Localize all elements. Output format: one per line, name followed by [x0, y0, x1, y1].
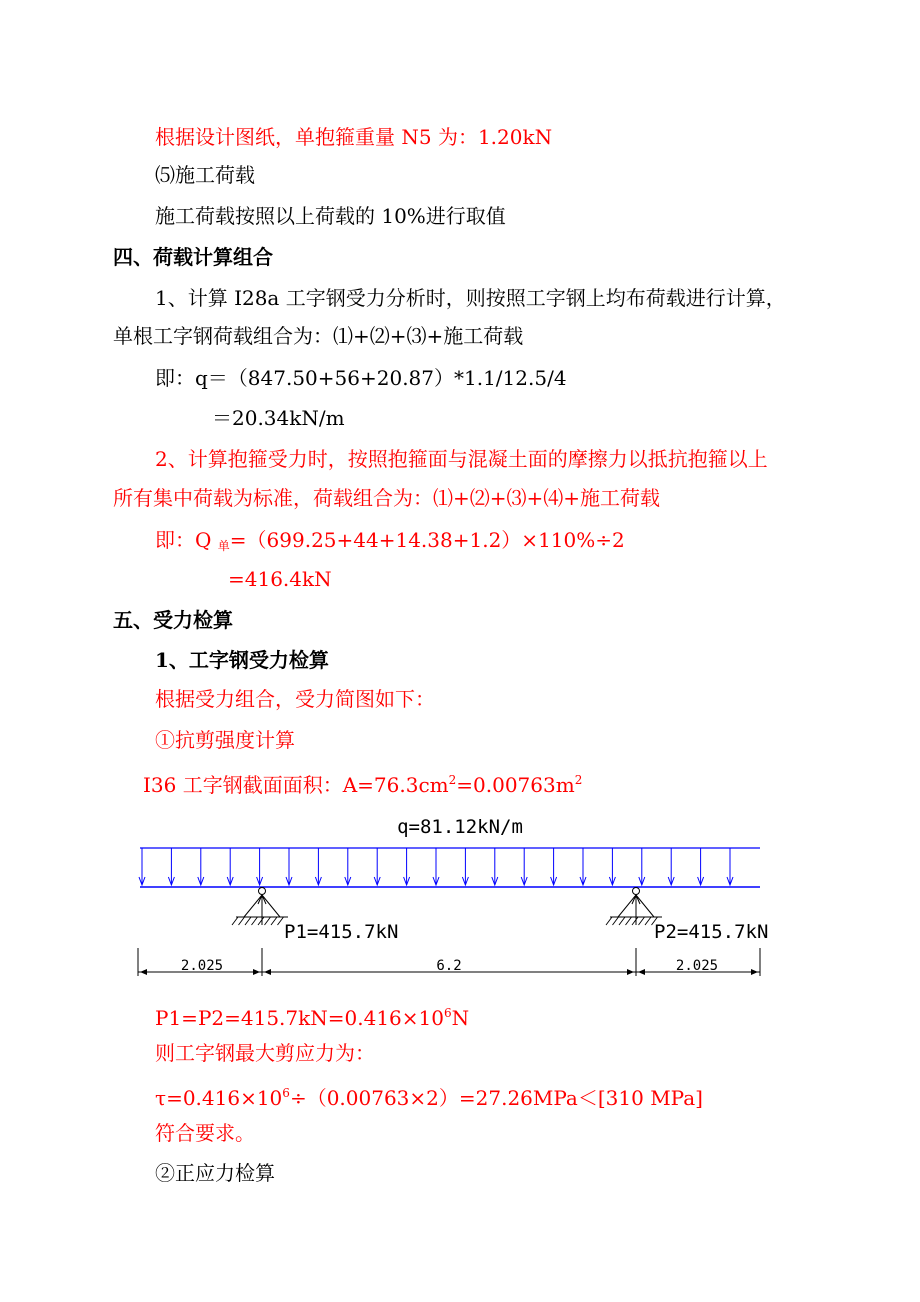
ground-hatch	[245, 917, 251, 925]
pin-circle	[259, 888, 266, 895]
ground-hatch	[271, 917, 277, 925]
support-leg	[618, 895, 636, 917]
dim-arrowhead	[627, 969, 634, 975]
formula-part: =（699.25+44+14.38+1.2）×110%÷2	[229, 528, 625, 552]
pin-circle	[633, 888, 640, 895]
text-part: =0.00763m	[456, 773, 575, 797]
ground-hatch	[639, 917, 645, 925]
formula-part: τ=0.416×10	[155, 1086, 283, 1110]
subscript: 单	[217, 539, 230, 553]
text-line: 单根工字钢荷载组合为：⑴+⑵+⑶+施工荷载	[113, 324, 524, 348]
ground-hatch	[232, 917, 238, 925]
section-heading: 五、受力检算	[113, 608, 233, 632]
formula-line: =416.4kN	[228, 567, 332, 591]
p2-label: P2=415.7kN	[654, 921, 769, 943]
text-part: I36 工字钢截面面积：A=76.3cm	[143, 773, 449, 797]
dim-label: 2.025	[180, 958, 224, 974]
section-heading: 四、荷载计算组合	[113, 245, 273, 269]
text-line: ⑸施工荷载	[155, 163, 255, 187]
ground-hatch	[278, 917, 284, 925]
formula-part: ÷（0.00763×2）=27.26MPa＜[310 MPa]	[289, 1086, 703, 1110]
text-line: 符合要求。	[155, 1121, 255, 1145]
formula-part: 即：Q	[155, 528, 218, 552]
superscript: 6	[282, 1086, 290, 1100]
ground-hatch	[252, 917, 258, 925]
text-line: 根据设计图纸，单抱箍重量 N5 为：1.20kN	[155, 125, 553, 149]
formula-line	[155, 1080, 703, 1111]
support-pin-right	[606, 888, 662, 926]
ground-hatch	[613, 917, 619, 925]
ground-hatch	[632, 917, 638, 925]
q-label: q=81.12kN/m	[397, 816, 523, 838]
superscript: 6	[443, 1006, 452, 1020]
text-line: 1、计算 I28a 工字钢受力分析时，则按照工字钢上均布荷载进行计算，	[155, 286, 786, 310]
subsection-heading: 1、工字钢受力检算	[155, 648, 329, 672]
ground-hatch	[619, 917, 625, 925]
ground-hatch	[265, 917, 271, 925]
formula-part: N	[451, 1006, 470, 1030]
support-leg	[262, 895, 280, 917]
ground-hatch	[645, 917, 651, 925]
dim-arrowhead	[264, 969, 271, 975]
formula-line: 即：q＝（847.50+56+20.87）*1.1/12.5/4	[155, 366, 567, 390]
dim-arrowhead	[253, 969, 260, 975]
dim-arrowhead	[638, 969, 645, 975]
superscript: 2	[448, 773, 457, 787]
text-line: ②正应力检算	[155, 1161, 275, 1185]
text-line: 所有集中荷载为标准，荷载组合为：⑴+⑵+⑶+⑷+施工荷载	[113, 486, 661, 510]
superscript: 2	[574, 773, 583, 787]
text-line: 则工字钢最大剪应力为：	[155, 1041, 375, 1065]
distributed-load	[139, 848, 760, 887]
support-leg	[636, 895, 654, 917]
dim-label: 2.025	[675, 958, 719, 974]
formula-line: ＝20.34kN/m	[212, 406, 345, 430]
text-line: 施工荷载按照以上荷载的 10%进行取值	[155, 204, 506, 228]
formula-part: P1=P2=415.7kN=0.416×10	[155, 1006, 444, 1030]
text-line: ①抗剪强度计算	[155, 728, 295, 752]
formula-line	[155, 1000, 469, 1031]
text-line: 根据受力组合，受力简图如下：	[155, 687, 435, 711]
text-line: 2、计算抱箍受力时，按照抱箍面与混凝土面的摩擦力以抵抗抱箍以上	[155, 447, 768, 471]
ground-hatch	[258, 917, 264, 925]
dim-label: 6.2	[436, 958, 462, 974]
support-leg	[244, 895, 262, 917]
ground-hatch	[239, 917, 245, 925]
p1-label: P1=415.7kN	[284, 921, 399, 943]
support-pin-left	[232, 888, 288, 926]
ground-hatch	[626, 917, 632, 925]
ground-hatch	[606, 917, 612, 925]
dim-arrowhead	[751, 969, 758, 975]
dim-arrowhead	[140, 969, 147, 975]
